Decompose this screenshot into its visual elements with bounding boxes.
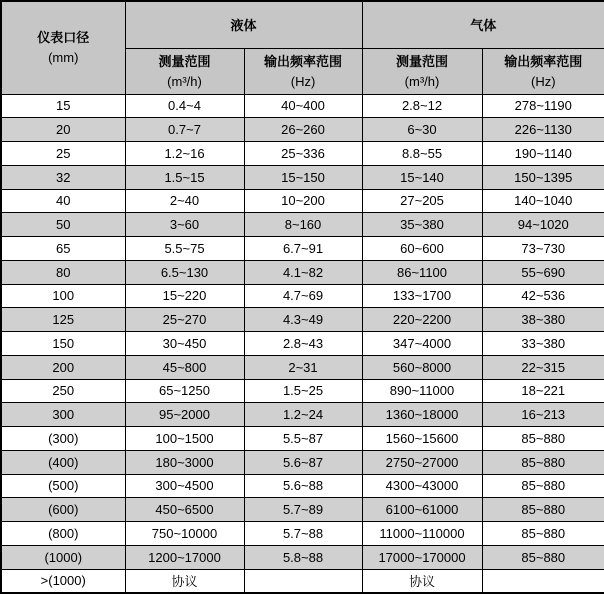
cell-gas-measure: 8.8~55 [362,142,482,166]
cell-liquid-measure: 300~4500 [125,474,244,498]
cell-gas-measure: 86~1100 [362,260,482,284]
cell-gas-freq: 85~880 [482,545,604,569]
header-group-row [1,1,604,48]
cell-gas-freq: 278~1190 [482,94,604,118]
cell-liquid-freq: 5.6~88 [244,474,362,498]
cell-liquid-freq: 5.6~87 [244,450,362,474]
cell-diameter: 80 [1,260,125,284]
table-row [1,403,604,427]
table-row [1,94,604,118]
cell-liquid-freq: 5.7~89 [244,498,362,522]
cell-diameter: >(1000) [1,569,125,593]
header-group-liquid [125,1,362,48]
cell-diameter: (500) [1,474,125,498]
cell-liquid-freq: 25~336 [244,142,362,166]
table-row [1,213,604,237]
header-liquid-measure-label: 测量范围 [158,53,211,69]
cell-gas-freq: 94~1020 [482,213,604,237]
cell-liquid-freq: 10~200 [244,189,362,213]
cell-liquid-freq [244,569,362,593]
cell-diameter: 300 [1,403,125,427]
cell-liquid-freq: 2~31 [244,355,362,379]
header-liquid-freq-unit: (Hz) [290,73,316,89]
cell-diameter: (1000) [1,545,125,569]
cell-gas-freq: 150~1395 [482,165,604,189]
cell-liquid-measure: 100~1500 [125,427,244,451]
header-group-gas-label: 气体 [470,18,497,34]
header-gas-freq-label: 输出频率范围 [504,53,583,69]
cell-gas-freq: 85~880 [482,522,604,546]
cell-gas-measure: 6~30 [362,118,482,142]
cell-diameter: 40 [1,189,125,213]
header-diameter-unit: (mm) [48,50,79,66]
cell-liquid-measure: 0.4~4 [125,94,244,118]
cell-liquid-measure: 3~60 [125,213,244,237]
cell-liquid-freq: 6.7~91 [244,237,362,261]
cell-diameter: (400) [1,450,125,474]
cell-liquid-measure: 30~450 [125,332,244,356]
cell-gas-measure: 347~4000 [362,332,482,356]
cell-liquid-measure: 0.7~7 [125,118,244,142]
cell-gas-freq: 85~880 [482,450,604,474]
table-row [1,355,604,379]
cell-gas-freq: 226~1130 [482,118,604,142]
cell-liquid-measure: 协议 [125,569,244,593]
table-row [1,189,604,213]
table-row [1,308,604,332]
cell-gas-freq: 85~880 [482,427,604,451]
cell-liquid-freq: 8~160 [244,213,362,237]
cell-gas-measure: 17000~170000 [362,545,482,569]
cell-liquid-freq: 1.5~25 [244,379,362,403]
cell-liquid-measure: 1200~17000 [125,545,244,569]
cell-gas-measure: 11000~110000 [362,522,482,546]
cell-diameter: 200 [1,355,125,379]
cell-diameter: 250 [1,379,125,403]
cell-liquid-freq: 5.7~88 [244,522,362,546]
table-row [1,118,604,142]
header-group-liquid-label: 液体 [230,18,257,34]
cell-gas-freq: 33~380 [482,332,604,356]
cell-gas-freq [482,569,604,593]
table-body [1,94,604,593]
cell-liquid-freq: 15~150 [244,165,362,189]
cell-liquid-freq: 1.2~24 [244,403,362,427]
cell-gas-measure: 60~600 [362,237,482,261]
table-row [1,379,604,403]
cell-liquid-freq: 40~400 [244,94,362,118]
header-liquid-freq-label: 输出频率范围 [264,53,343,69]
cell-liquid-measure: 15~220 [125,284,244,308]
cell-liquid-measure: 45~800 [125,355,244,379]
cell-gas-freq: 18~221 [482,379,604,403]
header-gas-measure-label: 测量范围 [396,53,449,69]
header-diameter-label: 仪表口径 [37,30,90,46]
cell-gas-measure: 890~11000 [362,379,482,403]
cell-gas-measure: 2.8~12 [362,94,482,118]
cell-gas-measure: 35~380 [362,213,482,237]
cell-liquid-freq: 26~260 [244,118,362,142]
cell-gas-measure: 4300~43000 [362,474,482,498]
table-row [1,165,604,189]
cell-liquid-measure: 750~10000 [125,522,244,546]
table-row [1,498,604,522]
cell-diameter: 150 [1,332,125,356]
cell-gas-freq: 22~315 [482,355,604,379]
cell-gas-measure: 133~1700 [362,284,482,308]
table-row [1,450,604,474]
cell-diameter: 125 [1,308,125,332]
table-row [1,545,604,569]
table-row [1,332,604,356]
cell-liquid-freq: 4.7~69 [244,284,362,308]
cell-gas-measure: 6100~61000 [362,498,482,522]
cell-diameter: 32 [1,165,125,189]
header-gas-freq-unit: (Hz) [531,73,556,89]
cell-gas-measure: 560~8000 [362,355,482,379]
cell-liquid-measure: 5.5~75 [125,237,244,261]
cell-liquid-freq: 2.8~43 [244,332,362,356]
cell-diameter: 15 [1,94,125,118]
header-diameter [1,1,125,94]
cell-liquid-measure: 1.2~16 [125,142,244,166]
cell-gas-measure: 220~2200 [362,308,482,332]
header-gas-measure [362,48,482,94]
cell-gas-measure: 协议 [362,569,482,593]
table-row [1,260,604,284]
cell-liquid-measure: 180~3000 [125,450,244,474]
cell-gas-freq: 73~730 [482,237,604,261]
cell-liquid-measure: 1.5~15 [125,165,244,189]
cell-gas-freq: 140~1040 [482,189,604,213]
cell-gas-freq: 38~380 [482,308,604,332]
cell-gas-measure: 27~205 [362,189,482,213]
header-gas-freq [482,48,604,94]
table-row [1,474,604,498]
cell-diameter: 25 [1,142,125,166]
cell-liquid-measure: 450~6500 [125,498,244,522]
cell-gas-measure: 2750~27000 [362,450,482,474]
cell-gas-freq: 85~880 [482,474,604,498]
table-row [1,284,604,308]
table-row [1,237,604,261]
cell-liquid-measure: 95~2000 [125,403,244,427]
header-liquid-freq [244,48,362,94]
cell-diameter: 100 [1,284,125,308]
header-gas-measure-unit: (m³/h) [404,73,440,89]
cell-liquid-measure: 6.5~130 [125,260,244,284]
cell-gas-measure: 15~140 [362,165,482,189]
cell-gas-freq: 16~213 [482,403,604,427]
cell-liquid-freq: 5.8~88 [244,545,362,569]
cell-liquid-freq: 4.3~49 [244,308,362,332]
cell-liquid-freq: 5.5~87 [244,427,362,451]
cell-liquid-freq: 4.1~82 [244,260,362,284]
cell-diameter: (300) [1,427,125,451]
cell-diameter: (800) [1,522,125,546]
header-liquid-measure-unit: (m³/h) [167,73,202,89]
cell-liquid-measure: 2~40 [125,189,244,213]
cell-gas-freq: 190~1140 [482,142,604,166]
cell-diameter: 20 [1,118,125,142]
table-row [1,522,604,546]
cell-diameter: (600) [1,498,125,522]
cell-gas-freq: 55~690 [482,260,604,284]
table-header [1,1,604,94]
table-row [1,427,604,451]
header-liquid-measure [125,48,244,94]
header-group-gas [362,1,604,48]
cell-gas-freq: 85~880 [482,498,604,522]
cell-liquid-measure: 65~1250 [125,379,244,403]
cell-liquid-measure: 25~270 [125,308,244,332]
table-row [1,142,604,166]
cell-gas-freq: 42~536 [482,284,604,308]
cell-gas-measure: 1560~15600 [362,427,482,451]
cell-diameter: 65 [1,237,125,261]
cell-diameter: 50 [1,213,125,237]
table-row [1,569,604,593]
cell-gas-measure: 1360~18000 [362,403,482,427]
